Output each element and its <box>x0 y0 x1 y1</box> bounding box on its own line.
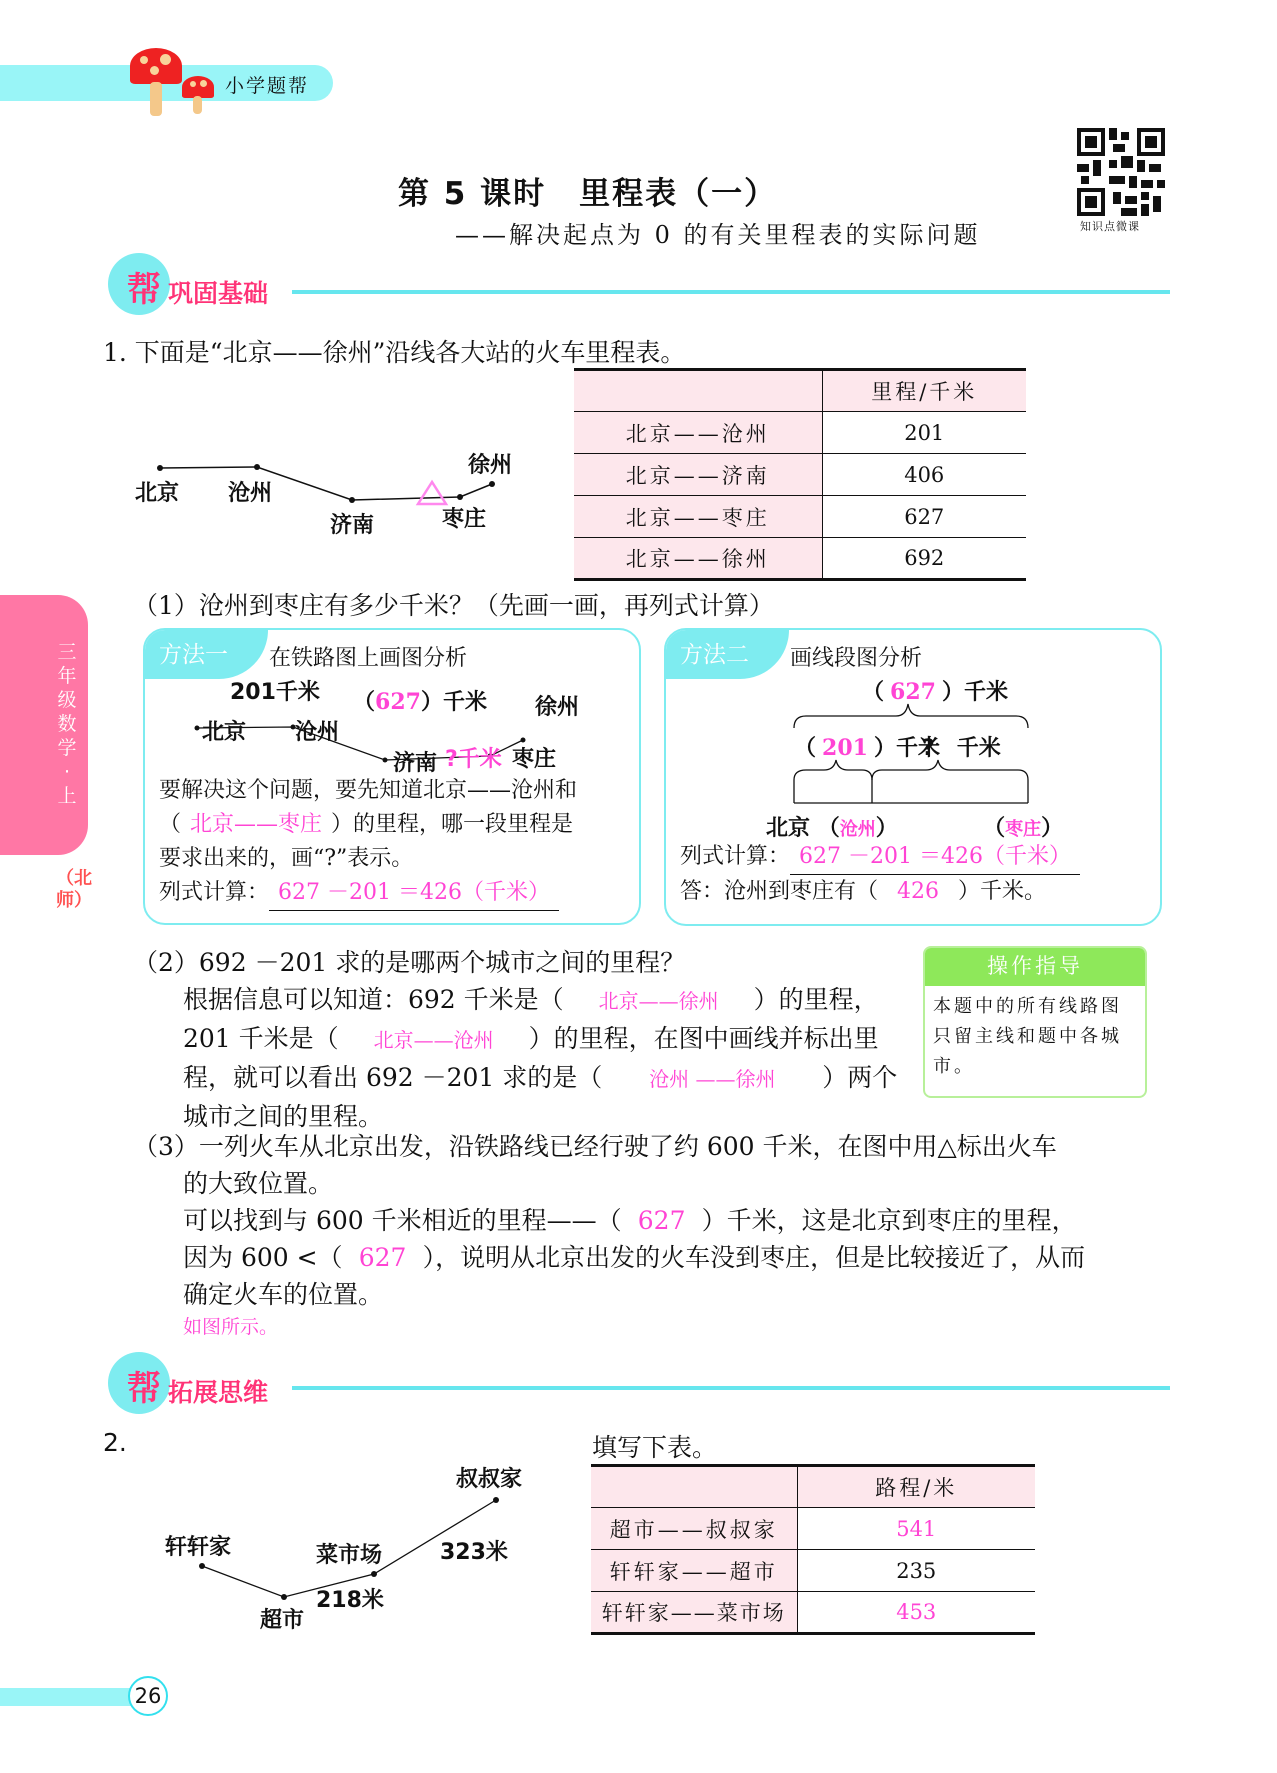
table-row: 北京——枣庄 627 <box>574 496 1026 538</box>
section-divider <box>292 1386 1170 1390</box>
column-header: 路程/米 <box>797 1466 1035 1508</box>
sub3-block: （3）一列火车从北京出发，沿铁路线已经行驶了约 600 千米，在图中用△标出火车 的大致位置。 可以找到与 600 千米相近的里程——（ 627 ）千米，这是北京到枣庄的里程， 因为 600 <（ 627 ），说明从北京出发的火车没到枣庄，但是比较接近了，从而 确定火车的位置。 如图所示。 <box>133 1128 1173 1341</box>
unknown-distance: ? 千米 <box>922 736 1001 761</box>
answer-note: 如图所示。 <box>183 1316 279 1338</box>
place-market: 菜市场 <box>316 1543 383 1568</box>
qr-label: 知识点微课 <box>1080 220 1140 233</box>
label-627km: （627）千米 <box>353 689 487 715</box>
lesson-title: 第 5 课时 里程表（一） <box>398 176 778 212</box>
table-row: 北京——徐州 692 <box>574 538 1026 580</box>
answer-cell: 541 <box>797 1508 1035 1550</box>
section-bang-icon: 帮 <box>127 1369 161 1409</box>
section-divider <box>292 290 1170 294</box>
label-201km: 201千米 <box>230 680 320 705</box>
q1-prompt: 1. 下面是“北京——徐州”沿线各大站的火车里程表。 <box>103 338 686 367</box>
sub2-block: （2）692 －201 求的是哪两个城市之间的里程？ 根据信息可以知道：692 千米是（ 北京——徐州 ）的里程， 201 千米是（ 北京——沧州 ）的里程，在图中画线并标出里 程，就可以看出 692 －201 求的是（ 沧州 ——徐州 ）两个 城市之间的里程。 <box>133 948 898 1131</box>
grade-label: 三年级数学·上 <box>57 641 77 807</box>
answer-route: 北京——徐州 <box>598 989 719 1013</box>
city-jinan: 济南 <box>330 513 375 538</box>
city-zaozhuang: 枣庄 <box>442 507 487 532</box>
place-supermarket: 超市 <box>260 1608 305 1633</box>
distance-table <box>591 1464 1035 1635</box>
answer-cangzhou: 沧州 <box>839 819 876 840</box>
table-header-row <box>574 370 1026 412</box>
qr-code-icon[interactable] <box>1077 128 1165 216</box>
method2-title: 画线段图分析 <box>790 646 923 671</box>
answer-zaozhuang: 枣庄 <box>1005 819 1042 840</box>
lesson-subtitle: ——解决起点为 0 的有关里程表的实际问题 <box>455 221 981 249</box>
route-map <box>150 1460 550 1640</box>
page-number: 26 <box>128 1676 168 1716</box>
method1-tag: 方法一 <box>145 630 268 679</box>
answer-calc: 627 －201 ＝426（千米） <box>790 840 1080 875</box>
city-xuzhou: 徐州 <box>535 695 580 720</box>
table-row: 超市——叔叔家 541 <box>591 1508 1035 1550</box>
answer-route: 沧州 ——徐州 <box>649 1067 776 1091</box>
city-cangzhou: 沧州 <box>295 720 340 745</box>
section-bang-icon: 帮 <box>127 270 161 310</box>
tip-title: 操作指导 <box>925 948 1145 986</box>
method2-box <box>664 628 1162 926</box>
city-xuzhou: 徐州 <box>468 453 513 478</box>
answer-627: 627 <box>890 679 936 705</box>
answer-cell: 453 <box>797 1592 1035 1634</box>
brand-name: 小学题帮 <box>225 75 310 97</box>
train-triangle-icon <box>418 482 446 504</box>
railway-map <box>120 440 540 550</box>
answer-426: 426 <box>897 879 940 904</box>
city-cangzhou: 沧州 <box>228 481 273 506</box>
method2-calc: 列式计算： 627 －201 ＝426（千米） 答：沧州到枣庄有（ 426 ）千米。 <box>680 840 1160 909</box>
total-distance: （ 627 ）千米 <box>862 679 1008 705</box>
place-xuanxuan-home: 轩轩家 <box>165 1535 232 1560</box>
table-row: 轩轩家——超市 235 <box>591 1550 1035 1592</box>
distance-323: 323米 <box>440 1540 508 1565</box>
distance-218: 218米 <box>316 1588 384 1613</box>
answer-627: 627 <box>375 689 421 715</box>
brace-diagram <box>666 630 1162 810</box>
table-row: 北京——沧州 201 <box>574 412 1026 454</box>
table-row: 轩轩家——菜市场 453 <box>591 1592 1035 1634</box>
column-header: 里程/千米 <box>822 370 1026 412</box>
section-title-extend: 拓展思维 <box>168 1378 269 1407</box>
place-uncle-home: 叔叔家 <box>456 1467 523 1492</box>
city-jinan: 济南 <box>393 751 438 776</box>
method1-explanation: 要解决这个问题，要先知道北京——沧州和 （ 北京——枣庄 ）的里程，哪一段里程是 要求出来的，画“?”表示。 列式计算： 627 －201 ＝426（千米） <box>159 774 639 911</box>
sub1-question: （1）沧州到枣庄有多少千米？（先画一画，再列式计算） <box>133 591 774 620</box>
method1-box <box>143 628 641 925</box>
segment-labels: 北京 （沧州） （枣庄） <box>766 816 1064 841</box>
tip-box <box>923 946 1147 1098</box>
answer-627: 627 <box>637 1206 686 1235</box>
table-header-row <box>591 1466 1035 1508</box>
tip-body: 本题中的所有线路图只留主线和题中各城市。 <box>933 996 1122 1077</box>
footer-bar <box>0 1688 140 1706</box>
q2-prompt: 填写下表。 <box>592 1433 718 1462</box>
mushroom-icon <box>130 48 220 118</box>
answer-route: 北京——枣庄 <box>190 812 323 837</box>
publisher-label: （北师） <box>56 868 92 911</box>
q2-number: 2. <box>103 1428 127 1457</box>
mileage-table <box>574 368 1026 581</box>
answer-calc: 627 －201 ＝426（千米） <box>269 876 559 911</box>
city-beijing: 北京 <box>135 481 180 506</box>
answer-627: 627 <box>358 1243 407 1272</box>
method2-tag: 方法二 <box>666 630 789 679</box>
method1-title: 在铁路图上画图分析 <box>269 646 468 671</box>
city-beijing: 北京 <box>202 720 247 745</box>
part-distance: （ 201 ）千米 <box>794 735 940 761</box>
table-row: 北京——济南 406 <box>574 454 1026 496</box>
city-zaozhuang: 枣庄 <box>512 747 557 772</box>
answer-unknown: ?千米 <box>445 747 502 772</box>
answer-201: 201 <box>822 735 868 761</box>
section-title-basic: 巩固基础 <box>168 279 269 308</box>
answer-route: 北京——沧州 <box>373 1028 494 1052</box>
